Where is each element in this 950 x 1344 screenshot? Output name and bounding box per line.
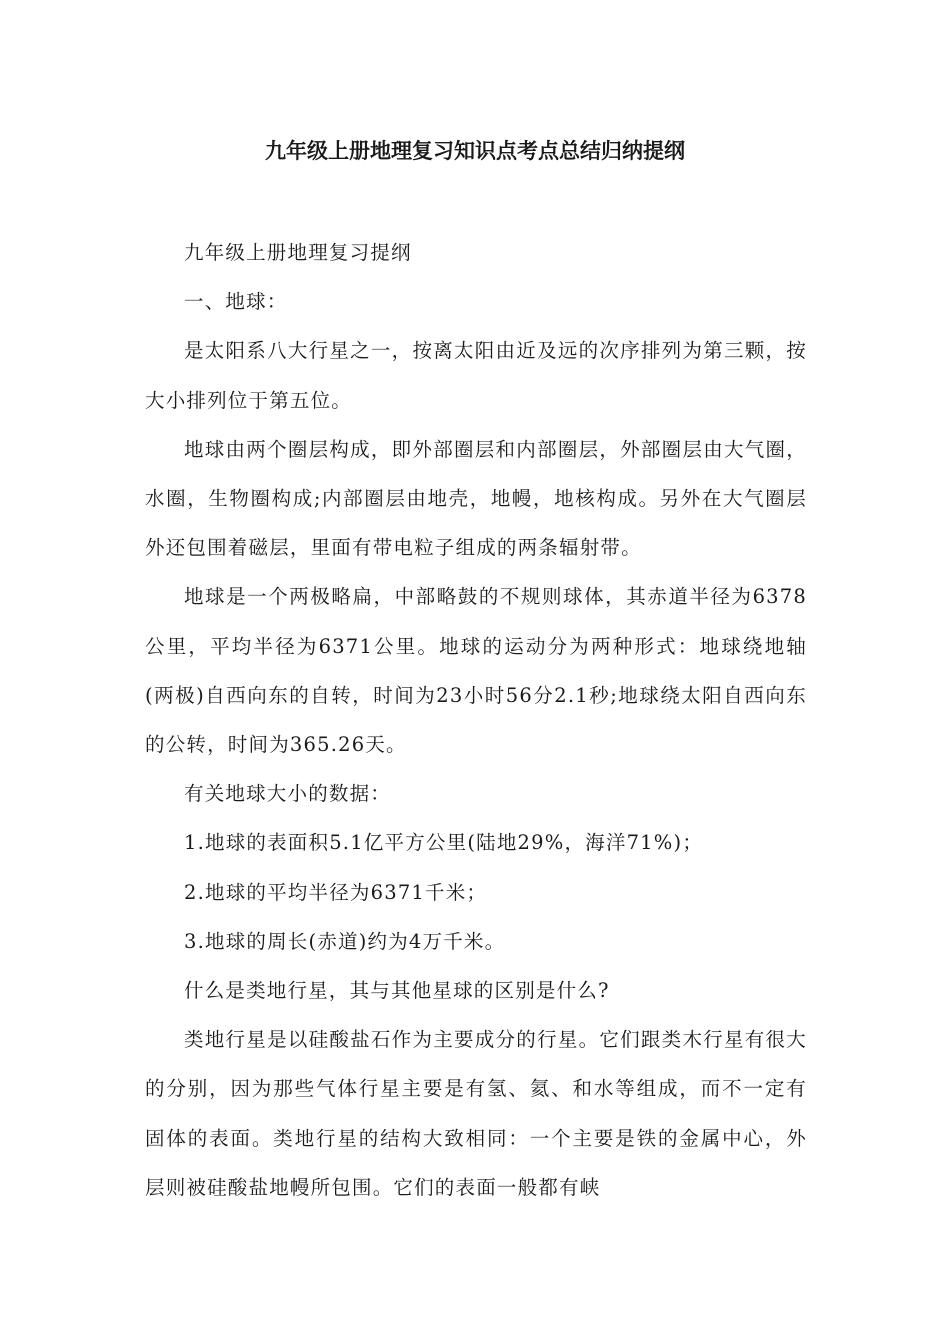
paragraph-size-item-2: 2.地球的平均半径为6371千米； bbox=[184, 880, 488, 904]
paragraph-planet-order: 是太阳系八大行星之一，按离太阳由近及远的次序排列为第三颗，按大小排列位于第五位。 bbox=[145, 339, 807, 412]
document-body bbox=[145, 228, 807, 1212]
paragraph-section-earth: 一、地球： bbox=[184, 290, 288, 314]
paragraph-shape-motion: 地球是一个两极略扁，中部略鼓的不规则球体，其赤道半径为6378公里，平均半径为6371公里。地球的运动分为两种形式：地球绕地轴(两极)自西向东的自转，时间为23小时56分2.1秒;地球绕太阳自西向东的公转，时间为365.26天。 bbox=[145, 585, 807, 757]
paragraph-size-item-1: 1.地球的表面积5.1亿平方公里(陆地29%，海洋71%)； bbox=[184, 831, 704, 855]
paragraph-size-data-heading: 有关地球大小的数据： bbox=[184, 782, 392, 806]
paragraph-spheres: 地球由两个圈层构成，即外部圈层和内部圈层，外部圈层由大气圈，水圈，生物圈构成;内部圈层由地壳，地幔，地核构成。另外在大气圈层外还包围着磁层，里面有带电粒子组成的两条辐射带。 bbox=[145, 437, 807, 560]
paragraph-terrestrial-answer: 类地行星是以硅酸盐石作为主要成分的行星。它们跟类木行星有很大的分别，因为那些气体行星主要是有氢、氦、和水等组成，而不一定有固体的表面。类地行星的结构大致相同：一个主要是铁的金属中心，外层则被硅酸盐地幔所包围。它们的表面一般都有峡 bbox=[145, 1028, 807, 1199]
paragraph-terrestrial-question: 什么是类地行星，其与其他星球的区别是什么? bbox=[184, 979, 610, 1003]
document-title: 九年级上册地理复习知识点考点总结归纳提纲 bbox=[265, 139, 685, 163]
paragraph-size-item-3: 3.地球的周长(赤道)约为4万千米。 bbox=[184, 929, 506, 953]
paragraph-outline-heading: 九年级上册地理复习提纲 bbox=[184, 241, 412, 264]
